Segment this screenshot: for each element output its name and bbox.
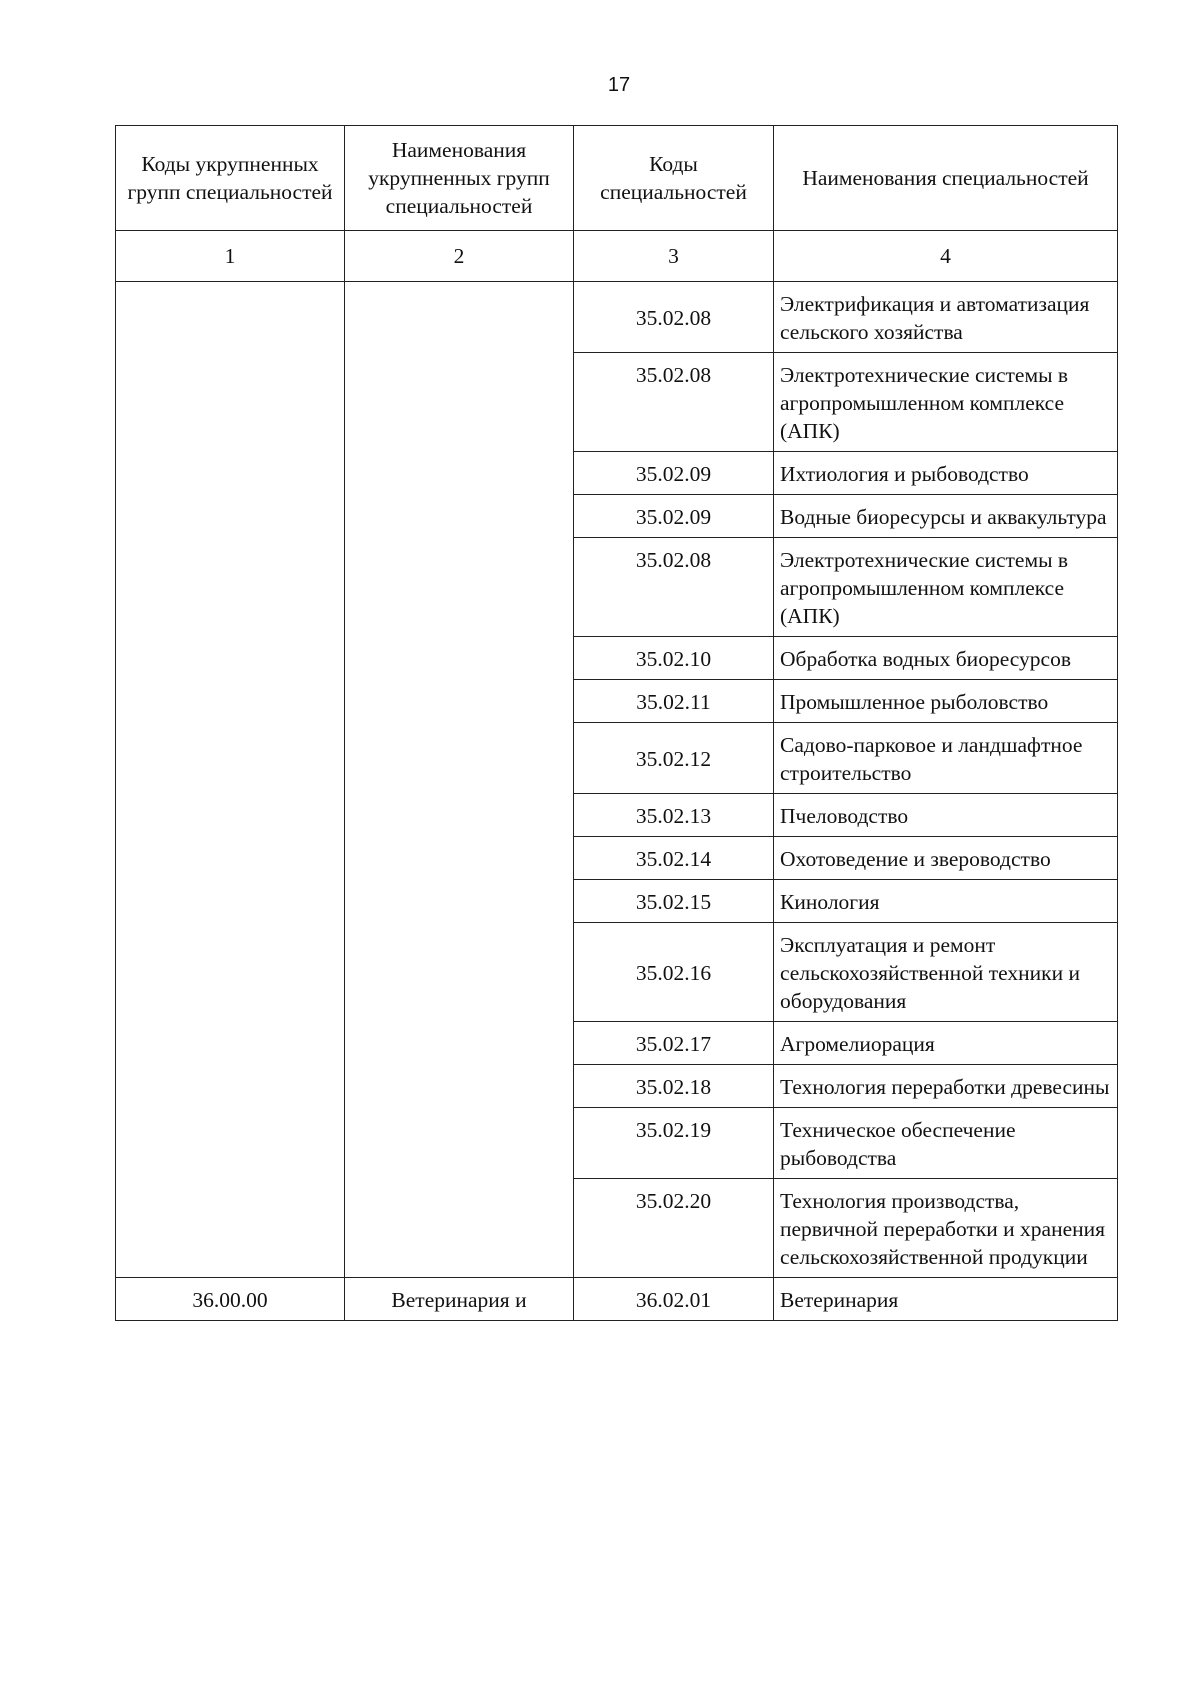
column-number: 1 (116, 231, 345, 282)
specialty-name: Водные биоресурсы и аквакультура (774, 495, 1118, 538)
header-group-names: Наименования укрупненных групп специальностей (345, 126, 574, 231)
specialty-name: Ветеринария (774, 1278, 1118, 1321)
specialty-name: Кинология (774, 880, 1118, 923)
specialty-code: 35.02.18 (574, 1065, 774, 1108)
header-specialty-names: Наименования специальностей (774, 126, 1118, 231)
specialty-name: Технология переработки древесины (774, 1065, 1118, 1108)
specialty-name: Агромелиорация (774, 1022, 1118, 1065)
table-row-group-start (116, 1278, 1118, 1321)
column-number: 3 (574, 231, 774, 282)
specialty-code: 36.02.01 (574, 1278, 774, 1321)
specialty-code: 35.02.15 (574, 880, 774, 923)
group-code: 36.00.00 (116, 1278, 345, 1321)
specialty-name: Электротехнические системы в агропромышленном комплексе (АПК) (774, 538, 1118, 637)
group-name-cell-empty (345, 282, 574, 1278)
specialty-code: 35.02.14 (574, 837, 774, 880)
header-specialty-codes: Коды специальностей (574, 126, 774, 231)
specialty-code: 35.02.08 (574, 282, 774, 353)
specialty-code: 35.02.10 (574, 637, 774, 680)
table-header-row (116, 126, 1118, 231)
specialty-code: 35.02.08 (574, 538, 774, 637)
specialty-name: Пчеловодство (774, 794, 1118, 837)
specialty-name: Технология производства, первичной переработки и хранения сельскохозяйственной продукции (774, 1179, 1118, 1278)
specialty-name: Электрификация и автоматизация сельского хозяйства (774, 282, 1118, 353)
specialty-code: 35.02.13 (574, 794, 774, 837)
specialties-table (115, 125, 1118, 1321)
specialty-name: Обработка водных биоресурсов (774, 637, 1118, 680)
specialty-name: Ихтиология и рыбоводство (774, 452, 1118, 495)
specialty-name: Охотоведение и звероводство (774, 837, 1118, 880)
table-row (116, 282, 1118, 353)
group-code-cell-empty (116, 282, 345, 1278)
header-group-codes: Коды укрупненных групп специальностей (116, 126, 345, 231)
specialty-code: 35.02.09 (574, 495, 774, 538)
specialty-name: Промышленное рыболовство (774, 680, 1118, 723)
specialty-name: Техническое обеспечение рыбоводства (774, 1108, 1118, 1179)
specialty-code: 35.02.17 (574, 1022, 774, 1065)
group-name: Ветеринария и (345, 1278, 574, 1321)
page-number: 17 (607, 74, 631, 96)
specialty-code: 35.02.20 (574, 1179, 774, 1278)
column-number: 4 (774, 231, 1118, 282)
specialty-code: 35.02.11 (574, 680, 774, 723)
specialty-code: 35.02.12 (574, 723, 774, 794)
specialty-code: 35.02.16 (574, 923, 774, 1022)
specialty-name: Садово-парковое и ландшафтное строительство (774, 723, 1118, 794)
specialty-code: 35.02.08 (574, 353, 774, 452)
column-numbers-row (116, 231, 1118, 282)
specialty-name: Эксплуатация и ремонт сельскохозяйственной техники и оборудования (774, 923, 1118, 1022)
specialty-code: 35.02.09 (574, 452, 774, 495)
specialty-name: Электротехнические системы в агропромышленном комплексе (АПК) (774, 353, 1118, 452)
specialty-code: 35.02.19 (574, 1108, 774, 1179)
column-number: 2 (345, 231, 574, 282)
